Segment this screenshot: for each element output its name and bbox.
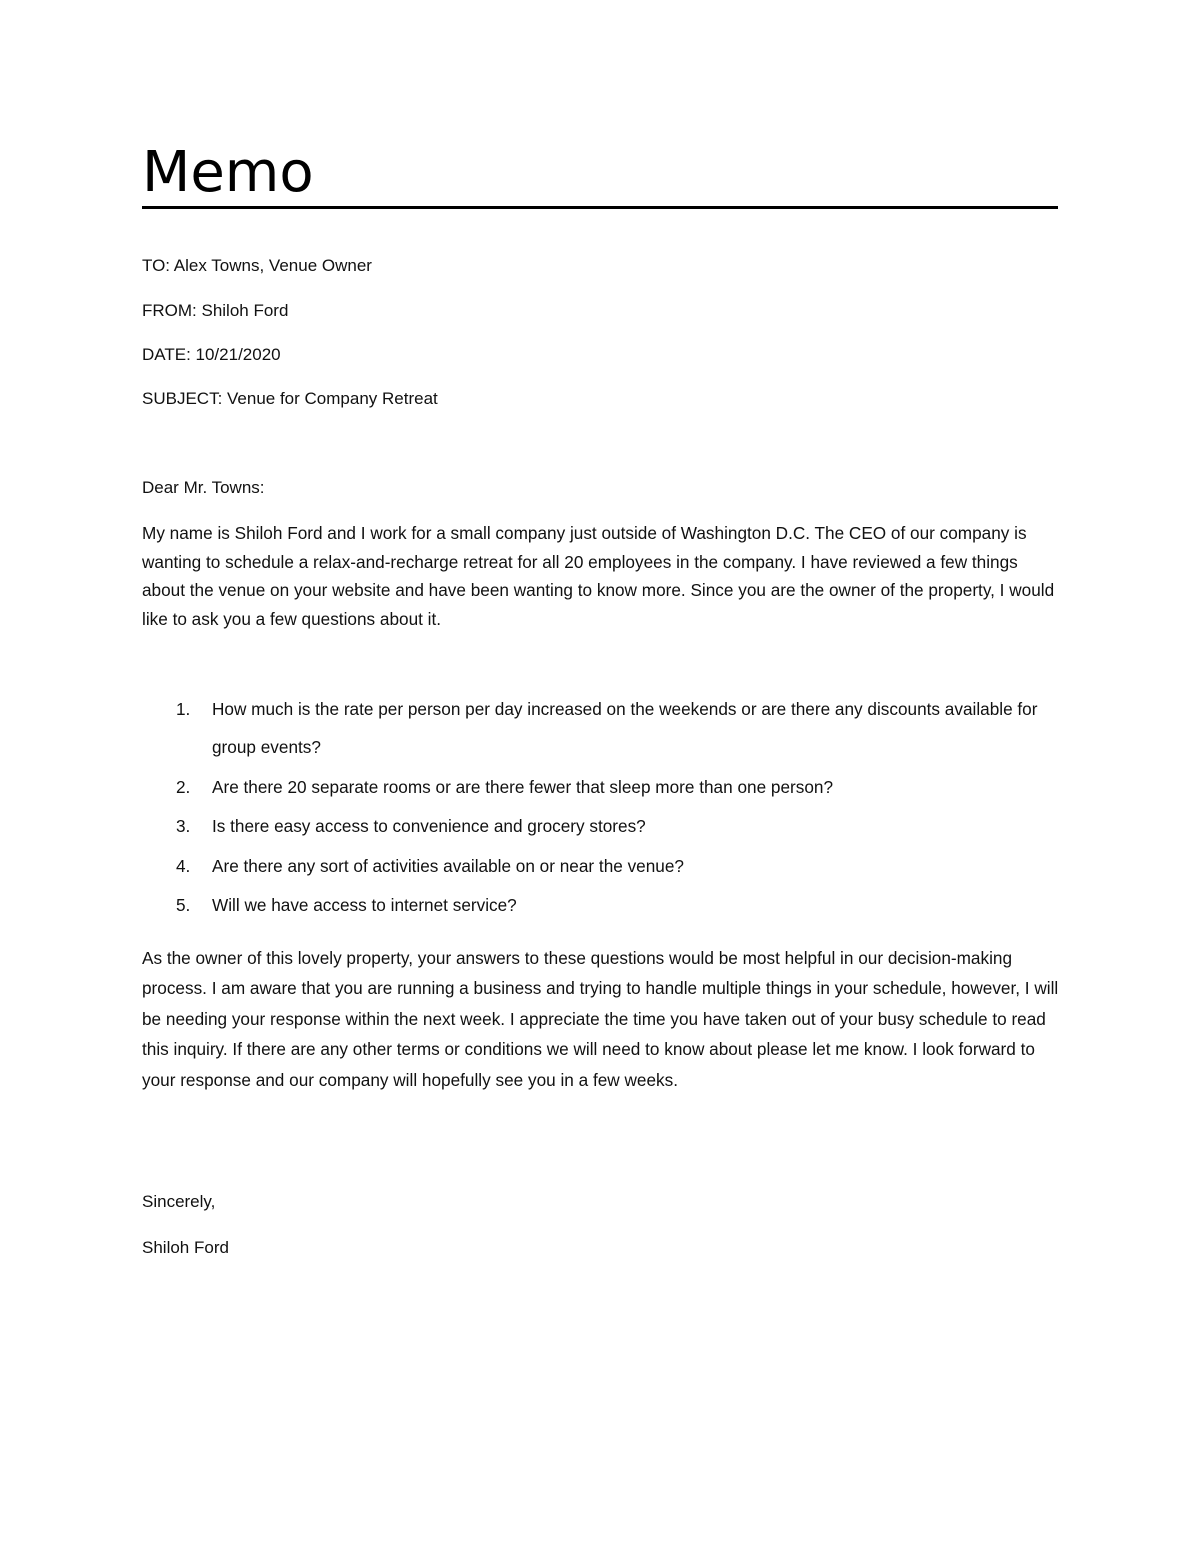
list-item-text: How much is the rate per person per day increased on the weekends or are there any discounts available for group events?: [212, 699, 1038, 757]
list-item: [142, 690, 1060, 766]
list-item-text: Will we have access to internet service?: [212, 895, 517, 915]
title-underline: [142, 206, 1058, 209]
question-list: [142, 690, 1060, 926]
memo-title: Memo: [142, 140, 314, 205]
intro-paragraph: My name is Shiloh Ford and I work for a small company just outside of Washington D.C. The CEO of our company is wanting to schedule a relax-and-recharge retreat for all 20 employees in the company. I have reviewed a few things about the venue on your website and have been wanting to know more. Since you are the owner of the property, I would like to ask you a few questions about it.: [142, 523, 1055, 629]
list-item-number: 4.: [176, 855, 191, 876]
list-item-text: Are there any sort of activities available on or near the venue?: [212, 855, 684, 876]
list-item: [142, 768, 1060, 806]
subject-line: SUBJECT: Venue for Company Retreat: [142, 389, 438, 408]
list-item-number: 2.: [176, 776, 191, 797]
list-item: [142, 807, 1060, 845]
to-line: TO: Alex Towns, Venue Owner: [142, 256, 372, 275]
list-item-text: Is there easy access to convenience and grocery stores?: [212, 816, 646, 836]
list-item: [142, 847, 1060, 885]
list-item-number: 5.: [176, 895, 191, 915]
list-item: [142, 886, 1060, 924]
from-line: FROM: Shiloh Ford: [142, 301, 289, 320]
date-line: DATE: 10/21/2020: [142, 345, 281, 364]
signoff: Sincerely,: [142, 1192, 216, 1211]
list-item-text: Are there 20 separate rooms or are there fewer that sleep more than one person?: [212, 776, 834, 797]
salutation: Dear Mr. Towns:: [142, 478, 265, 497]
list-item-number: 3.: [176, 816, 191, 836]
closing-paragraph: As the owner of this lovely property, your answers to these questions would be most helpful in our decision-making process. I am aware that you are running a business and trying to handle multiple things in your schedule, however, I will be needing your response within the next week. I appreciate the time you have taken out of your busy schedule to read this inquiry. If there are any other terms or conditions we will need to know about please let me know. I look forward to your response and our company will hopefully see you in a few weeks.: [142, 948, 1059, 1090]
list-item-number: 1.: [176, 699, 191, 719]
signature-name: Shiloh Ford: [142, 1238, 229, 1257]
